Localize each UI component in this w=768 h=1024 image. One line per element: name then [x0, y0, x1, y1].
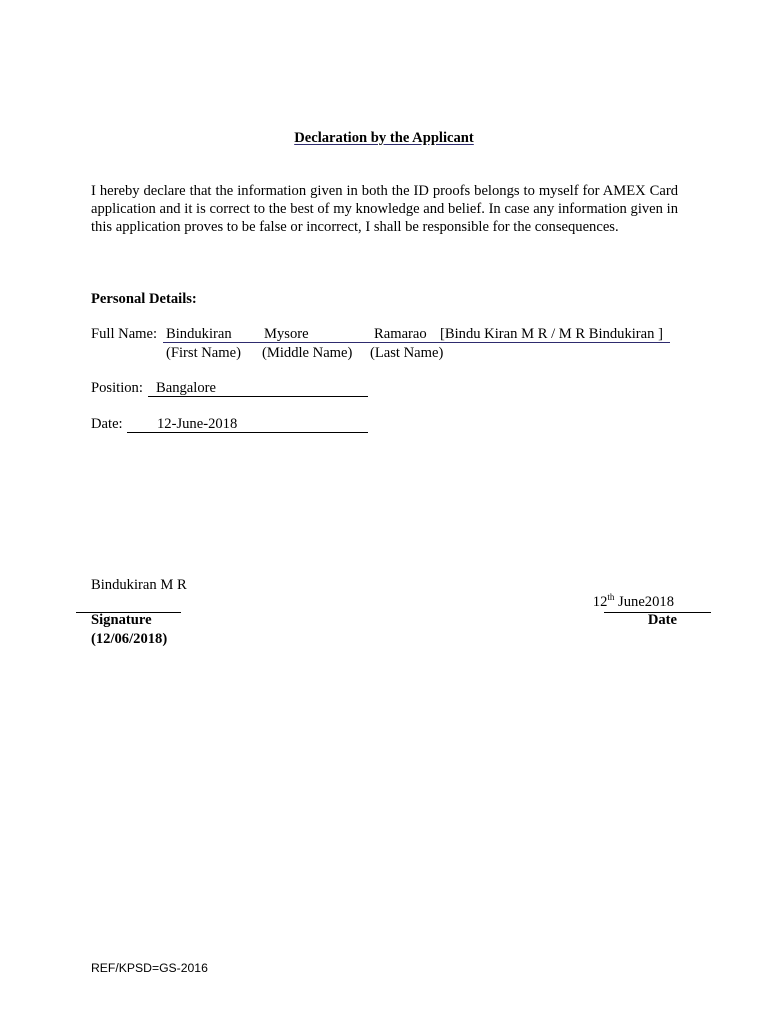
middle-name-caption: (Middle Name) — [262, 345, 353, 361]
signature-name: Bindukiran M R — [91, 577, 187, 593]
first-name-value: Bindukiran — [166, 326, 232, 342]
middle-name-value: Mysore — [264, 326, 309, 342]
sign-date-value — [593, 594, 674, 611]
first-name-caption: (First Name) — [166, 345, 241, 361]
position-label: Position: — [91, 380, 143, 396]
date-value: 12-June-2018 — [157, 416, 238, 432]
personal-details-heading: Personal Details: — [91, 291, 197, 307]
sign-date-day: 12 — [592, 594, 608, 610]
full-name-label: Full Name: — [91, 326, 158, 342]
last-name-caption: (Last Name) — [370, 345, 444, 361]
name-alias-value: [Bindu Kiran M R / M R Bindukiran ] — [440, 326, 663, 342]
signature-date: (12/06/2018) — [91, 631, 168, 647]
position-value: Bangalore — [156, 380, 216, 396]
signature-label: Signature — [91, 612, 152, 628]
sign-date-suffix: th — [607, 592, 615, 603]
sign-date-label: Date — [647, 612, 677, 628]
document-title: Declaration by the Applicant — [294, 130, 474, 146]
date-label: Date: — [91, 416, 123, 432]
footer-reference: REF/KPSD=GS-2016 — [91, 961, 208, 975]
sign-date-rest: June2018 — [614, 594, 674, 610]
last-name-value: Ramarao — [374, 326, 427, 342]
declaration-paragraph: I hereby declare that the information given in both the ID proofs belongs to myself for AMEX Card application and it is correct to the best of my knowledge and belief. In case any information given in this application proves to be false or incorrect, I shall be responsible for the consequences. — [91, 183, 678, 235]
